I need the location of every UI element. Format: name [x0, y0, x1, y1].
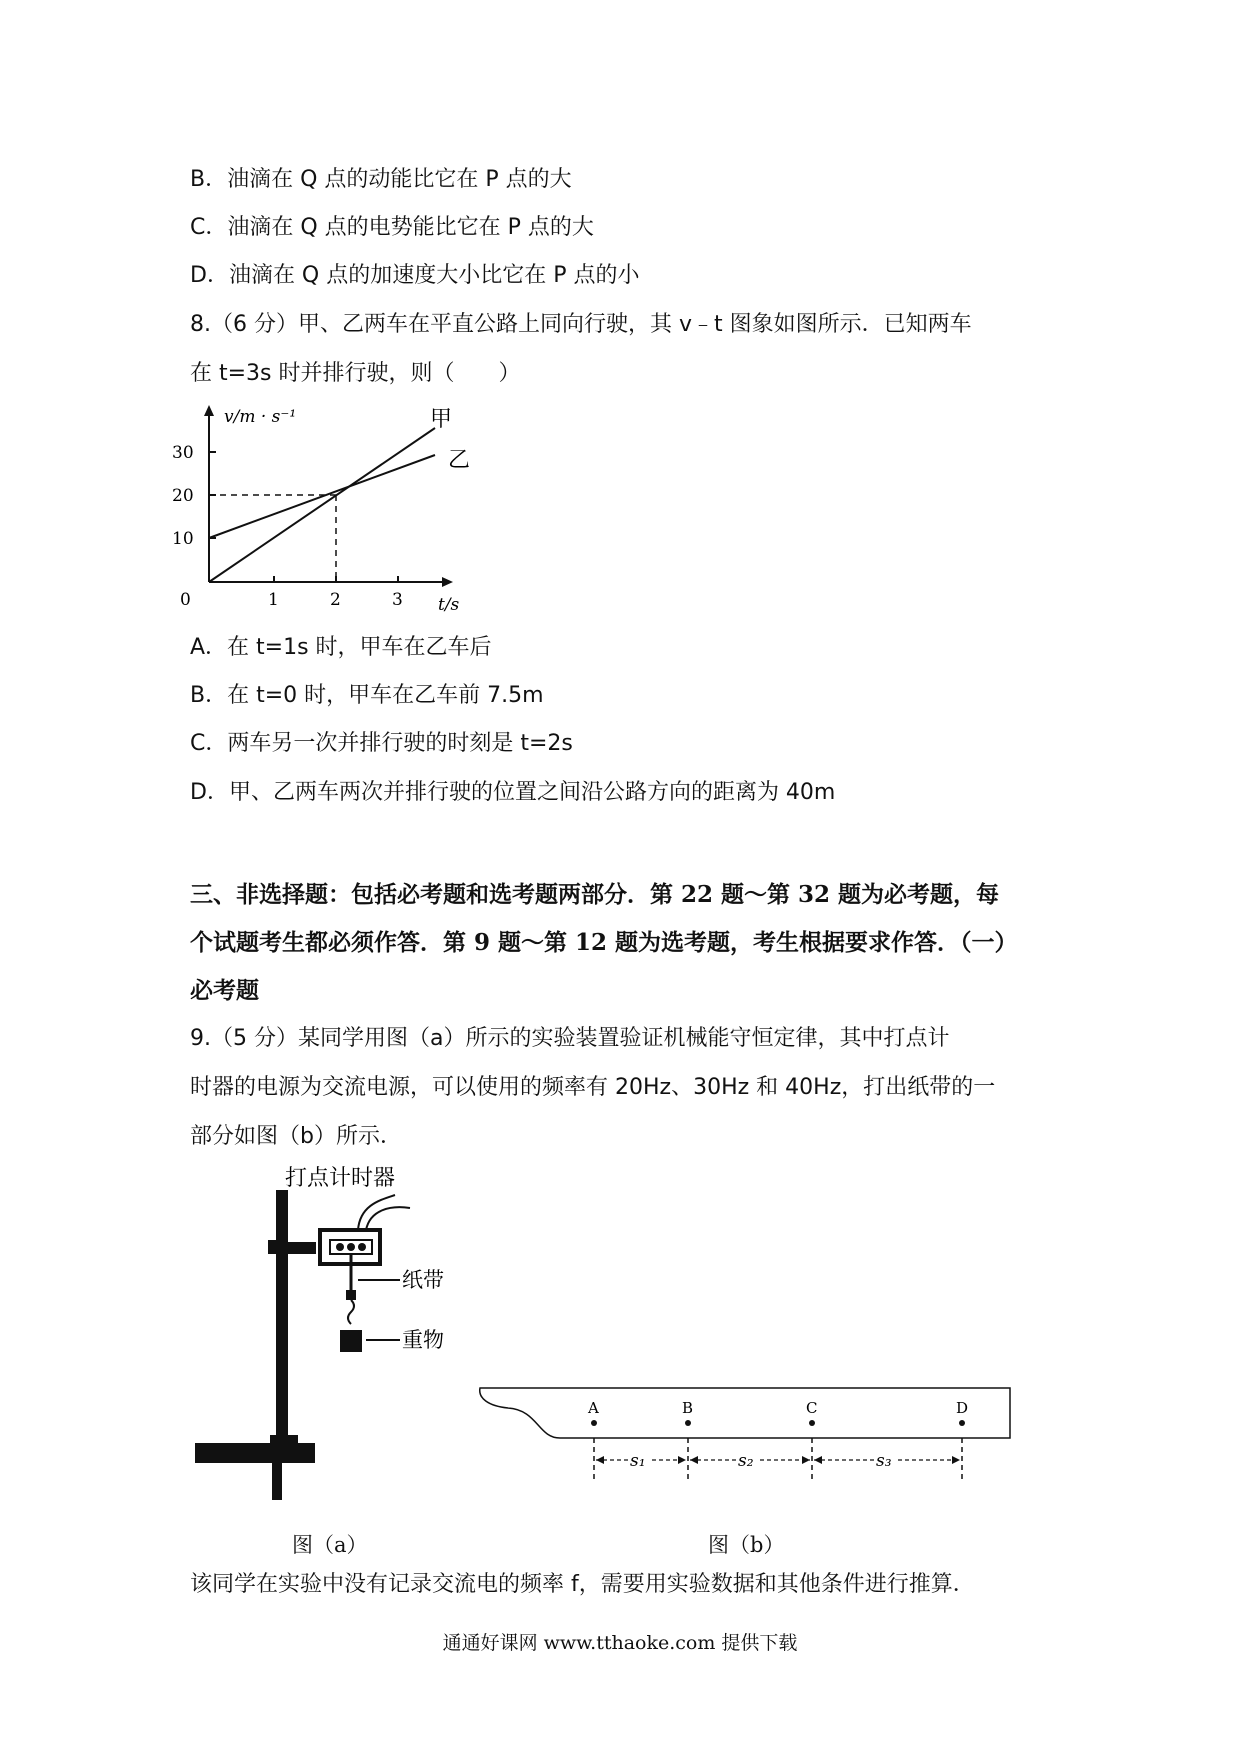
weight-label: 重物	[402, 1328, 444, 1352]
option-8d: D．甲、乙两车两次并排行驶的位置之间沿公路方向的距离为 40m	[190, 780, 836, 805]
x-tick-0: 0	[180, 590, 191, 610]
question-9-line-1: 9.（5 分）某同学用图（a）所示的实验装置验证机械能守恒定律，其中打点计	[190, 1026, 950, 1051]
point-A: A	[588, 1399, 599, 1417]
series-label-yi: 乙	[448, 448, 471, 473]
question-8-line-2: 在 t=3s 时并排行驶，则（ ）	[190, 361, 521, 386]
point-D: D	[956, 1399, 969, 1417]
question-8-line-1: 8.（6 分）甲、乙两车在平直公路上同向行驶，其 v﹣t 图象如图所示．已知两车	[190, 312, 972, 337]
option-7d: D．油滴在 Q 点的加速度大小比它在 P 点的小	[190, 263, 640, 288]
segment-s3: s₃	[876, 1451, 892, 1471]
x-tick-1: 1	[268, 590, 279, 610]
apparatus-figure	[190, 1160, 470, 1505]
x-axis-label: t/s	[438, 595, 460, 615]
question-9-line-2: 时器的电源为交流电源，可以使用的频率有 20Hz、30Hz 和 40Hz，打出纸带的一	[190, 1075, 996, 1100]
paper-tape-figure	[478, 1380, 1018, 1520]
vt-graph	[172, 400, 480, 615]
option-7b: B．油滴在 Q 点的动能比它在 P 点的大	[190, 167, 572, 192]
question-9-line-4: 该同学在实验中没有记录交流电的频率 f，需要用实验数据和其他条件进行推算．	[190, 1572, 975, 1597]
tape-label: 纸带	[402, 1268, 444, 1292]
series-label-jia: 甲	[430, 407, 453, 432]
series-jia-line	[209, 428, 435, 582]
footer: 通通好课网 www.tthaoke.com 提供下载	[442, 1632, 798, 1654]
y-axis-label: v/m · s⁻¹	[224, 407, 297, 427]
y-tick-20: 20	[172, 486, 194, 506]
section-3-line-2: 个试题考生都必须作答．第 9 题～第 12 题为选考题，考生根据要求作答．（一）	[190, 929, 1018, 956]
y-tick-30: 30	[172, 443, 194, 463]
section-3-line-1: 三、非选择题：包括必考题和选考题两部分．第 22 题～第 32 题为必考题，每	[190, 881, 1000, 908]
section-3-line-3: 必考题	[190, 977, 259, 1004]
question-9-line-3: 部分如图（b）所示．	[190, 1124, 402, 1149]
caption-b: 图（b）	[708, 1533, 785, 1557]
point-C: C	[806, 1399, 818, 1417]
x-tick-2: 2	[330, 590, 341, 610]
caption-a: 图（a）	[292, 1533, 368, 1557]
series-yi-line	[209, 455, 435, 538]
option-8a: A．在 t=1s 时，甲车在乙车后	[190, 635, 492, 660]
y-tick-10: 10	[172, 529, 194, 549]
segment-s1: s₁	[630, 1451, 646, 1471]
option-7c: C．油滴在 Q 点的电势能比它在 P 点的大	[190, 215, 594, 240]
option-8b: B．在 t=0 时，甲车在乙车前 7.5m	[190, 683, 544, 708]
segment-s2: s₂	[738, 1451, 754, 1471]
x-tick-3: 3	[392, 590, 403, 610]
point-B: B	[682, 1399, 694, 1417]
option-8c: C．两车另一次并排行驶的时刻是 t=2s	[190, 731, 573, 756]
timer-label: 打点计时器	[285, 1166, 396, 1191]
